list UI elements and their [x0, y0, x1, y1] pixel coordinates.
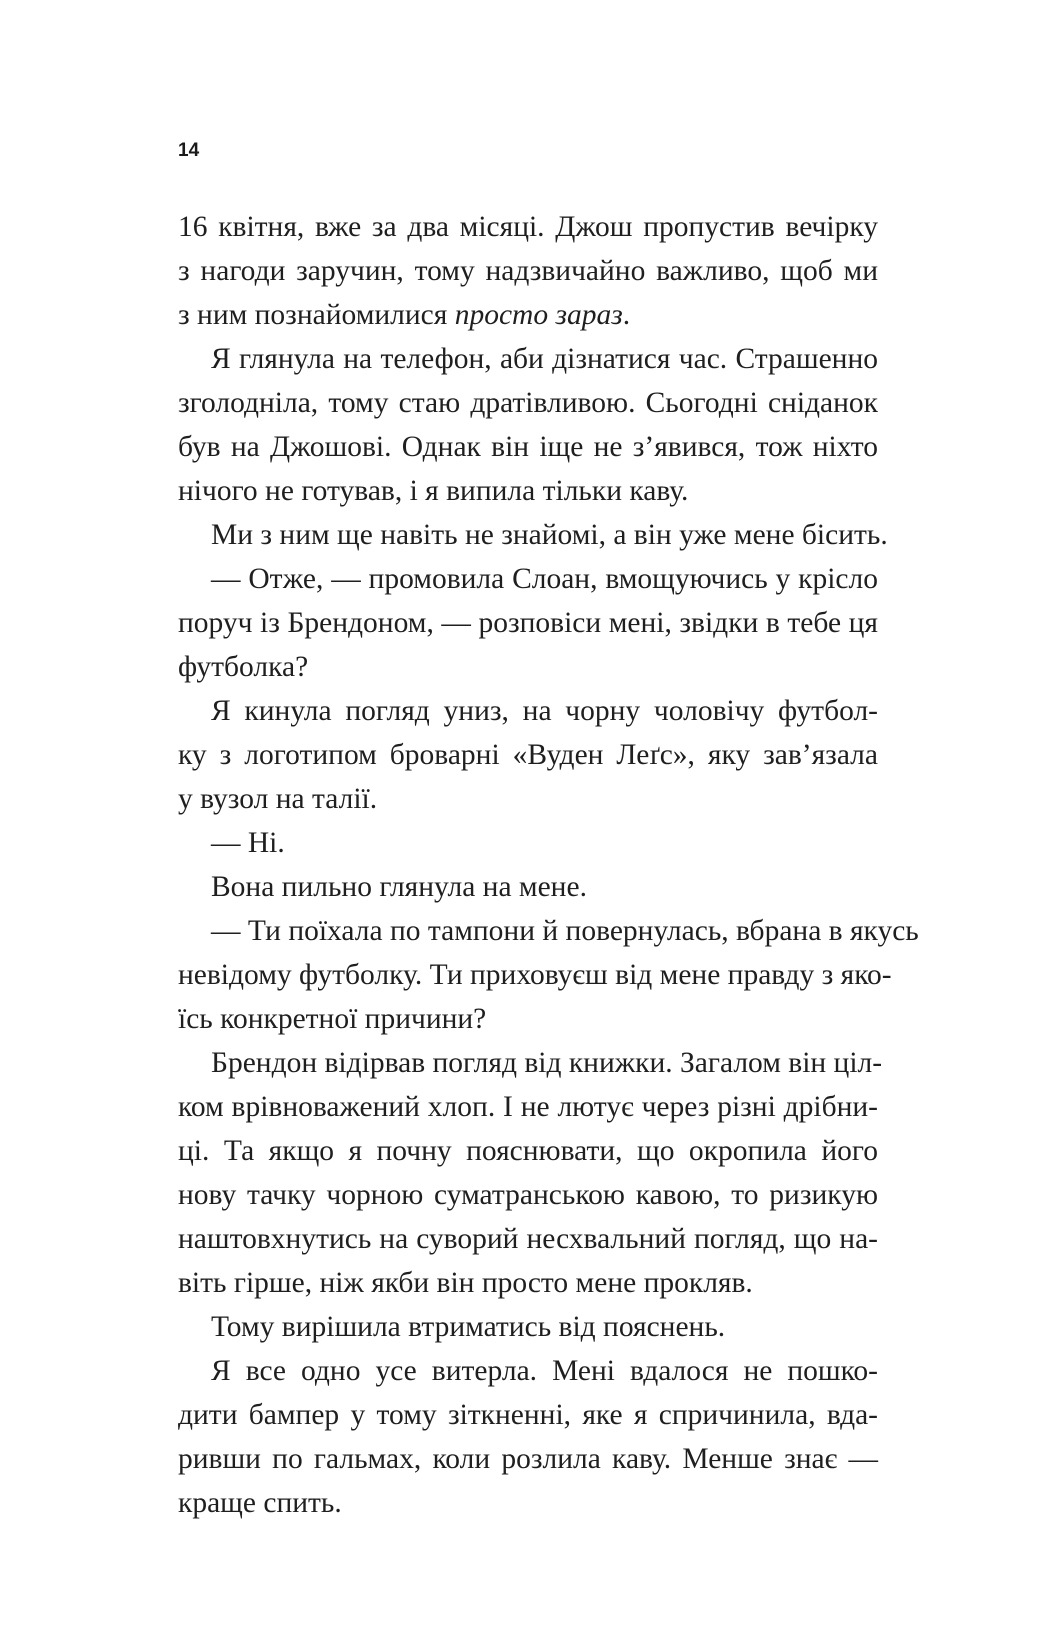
text-line-content: Брендон відірвав погляд від книжки. Загалом він ціл- — [211, 1047, 883, 1079]
text-line — [178, 381, 878, 425]
text-line — [178, 777, 878, 821]
text-line-content: Я глянула на телефон, аби дізнатися час. Страшенно — [211, 343, 878, 375]
text-line-content: з ним познайомилися — [178, 299, 455, 331]
text-line-content: у вузол на талії. — [178, 783, 378, 815]
text-line-tail: . — [622, 299, 631, 331]
text-line-content: ривши по гальмах, коли розлила каву. Менше знає — — [178, 1443, 878, 1475]
text-line-content: зголодніла, тому стаю дратівливою. Сьогодні сніданок — [178, 387, 878, 419]
text-line — [178, 997, 878, 1041]
text-line — [178, 1041, 883, 1085]
text-line — [178, 513, 888, 557]
text-line — [178, 1085, 878, 1129]
text-line — [178, 469, 878, 513]
text-line — [178, 1305, 878, 1349]
text-line-content: Тому вирішила втриматись від пояснень. — [211, 1311, 726, 1343]
emphasized-text: просто зараз — [454, 299, 623, 331]
text-line-content: — Ні. — [211, 827, 285, 859]
page-number: 14 — [178, 140, 200, 161]
text-line-content: ці. Та якщо я почну пояснювати, що окропила його — [178, 1135, 878, 1167]
text-line — [178, 821, 878, 865]
text-line-content: ком врівноважений хлоп. І не лютує через різні дрібни- — [178, 1091, 878, 1123]
text-line — [178, 1349, 878, 1393]
text-line-content: з нагоди заручин, тому надзвичайно важливо, щоб ми — [178, 255, 878, 287]
text-line — [178, 601, 878, 645]
text-line — [178, 865, 878, 909]
text-line-content: — Ти поїхала по тампони й повернулась, вбрана в якусь — [211, 915, 919, 947]
text-line-content: футболка? — [178, 651, 309, 683]
text-line — [178, 337, 878, 381]
text-line — [178, 909, 919, 953]
text-line — [178, 689, 878, 733]
text-line-content: — Отже, — промовила Слоан, вмощуючись у крісло — [211, 563, 878, 595]
text-line-content: Я кинула погляд униз, на чорну чоловічу футбол- — [211, 695, 878, 727]
body-text — [178, 205, 919, 1525]
text-line — [178, 1437, 878, 1481]
text-line — [178, 205, 878, 249]
text-line-content: Ми з ним ще навіть не знайомі, а він уже мене бісить. — [211, 519, 888, 551]
text-line — [178, 1393, 878, 1437]
text-line-content: Вона пильно глянула на мене. — [211, 871, 587, 903]
text-line-content: наштовхнутись на суворий несхвальний погляд, що на- — [178, 1223, 878, 1255]
text-line — [178, 645, 878, 689]
text-line — [178, 1173, 878, 1217]
text-line — [178, 953, 892, 997]
text-line-content: 16 квітня, вже за два місяці. Джош пропустив вечірку — [178, 211, 878, 243]
text-line — [178, 1217, 878, 1261]
text-line-content: поруч із Брендоном, — розповіси мені, звідки в тебе ця — [178, 607, 878, 639]
text-line-content: віть гірше, ніж якби він просто мене прокляв. — [178, 1267, 753, 1299]
text-line — [178, 249, 878, 293]
text-line — [178, 425, 878, 469]
text-line — [178, 293, 878, 337]
text-line — [178, 557, 878, 601]
text-line — [178, 1129, 878, 1173]
text-line — [178, 1481, 878, 1525]
text-line-content: дити бампер у тому зіткненні, яке я спричинила, вда- — [178, 1399, 878, 1431]
text-line — [178, 1261, 878, 1305]
text-line-content: краще спить. — [178, 1487, 342, 1519]
text-line-content: Я все одно усе витерла. Мені вдалося не пошко- — [211, 1355, 878, 1387]
text-line-content: був на Джошові. Однак він іще не з’явився, тож ніхто — [178, 431, 878, 463]
text-line-content: ку з логотипом броварні «Вуден Леґс», яку зав’язала — [178, 739, 878, 771]
text-line-content: їсь конкретної причини? — [178, 1003, 487, 1035]
text-line-content: нову тачку чорною суматранською кавою, то ризикую — [178, 1179, 878, 1211]
text-line — [178, 733, 878, 777]
text-line-content: нічого не готував, і я випила тільки каву. — [178, 475, 689, 507]
text-line-content: невідому футболку. Ти приховуєш від мене правду з яко- — [178, 959, 892, 991]
